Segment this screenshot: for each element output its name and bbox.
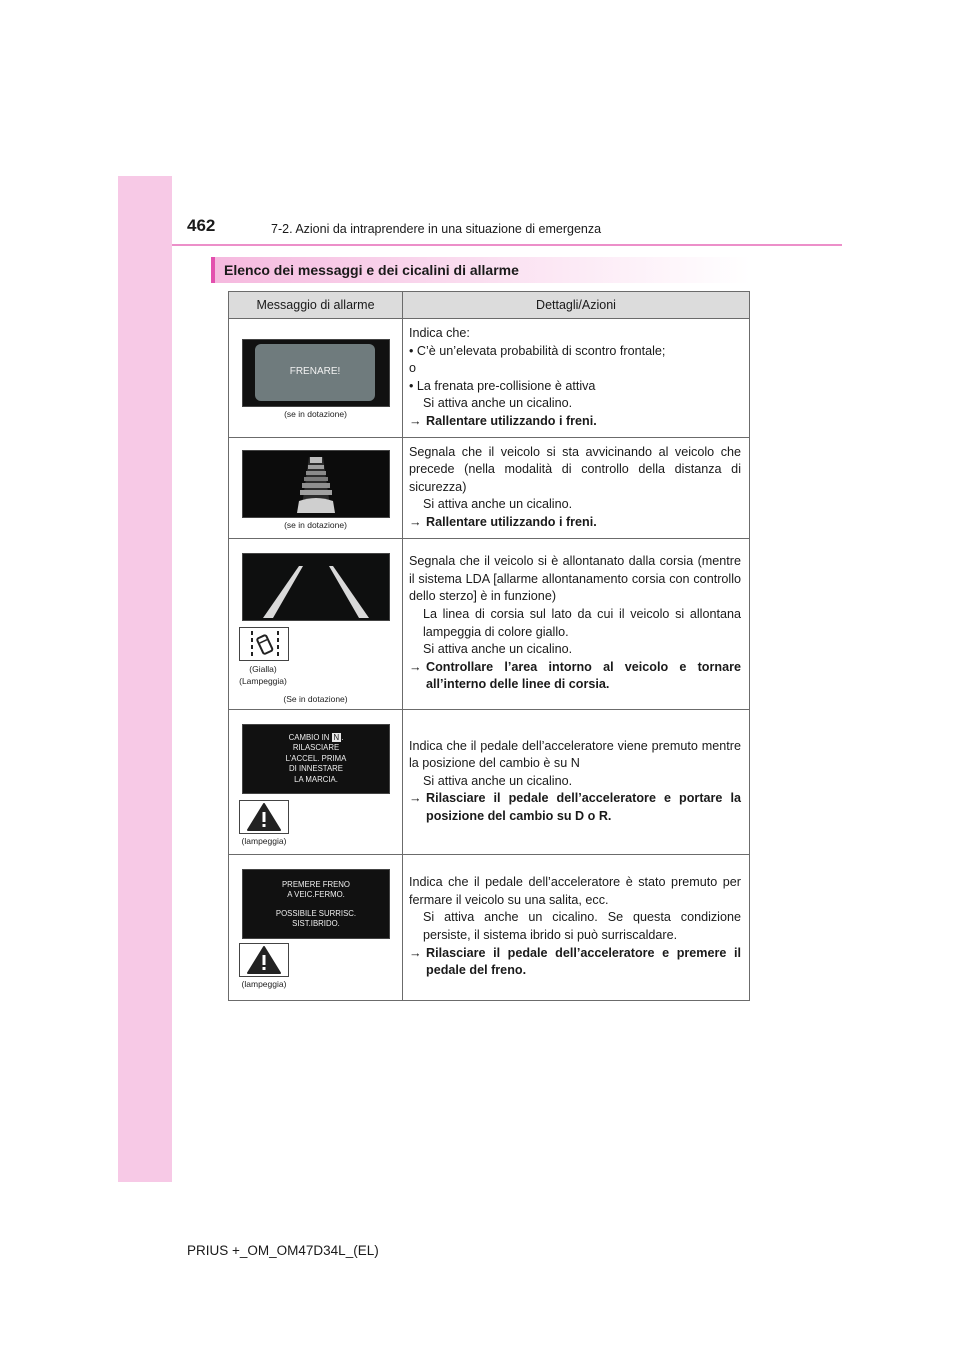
- display-screen-neutral: [242, 724, 390, 794]
- message-cell: [229, 319, 403, 438]
- neutral-screen-text: [243, 733, 389, 786]
- brake-screen-text: [243, 880, 389, 930]
- page-number: 462: [187, 216, 216, 235]
- frenare-panel: [255, 344, 375, 401]
- warning-indicator: [239, 943, 289, 977]
- vehicle-approach-icon: [243, 451, 389, 517]
- header-rule: [172, 244, 842, 246]
- detail-action: [409, 790, 741, 825]
- detail-bullet: • La frenata pre-collisione è attiva: [409, 378, 596, 393]
- action-text: Rallentare utilizzando i freni.: [426, 413, 597, 428]
- detail-action: [409, 413, 741, 431]
- arrow-icon: →: [409, 659, 422, 674]
- detail-action: [409, 514, 741, 532]
- detail-indent: La linea di corsia sul lato da cui il veicolo si allontana lampeggia di colore giallo.: [423, 606, 741, 639]
- details-cell: [403, 854, 750, 1000]
- detail-indent: Si attiva anche un cicalino.: [423, 773, 573, 788]
- section-heading: [211, 257, 750, 283]
- display-screen-brake: [242, 869, 390, 939]
- table-header-row: [229, 292, 750, 319]
- screen-line: PREMERE FRENO: [281, 879, 350, 889]
- details-cell: [403, 437, 750, 538]
- caption: (lampeggia): [241, 835, 287, 846]
- lane-lines-icon: [243, 554, 389, 620]
- warning-triangle-icon: [240, 944, 288, 976]
- screen-line: .: [341, 732, 344, 742]
- warning-indicator: [239, 800, 289, 834]
- display-screen-frenare: [242, 339, 390, 407]
- caption: (lampeggia): [241, 978, 287, 989]
- detail-action: [409, 945, 741, 980]
- message-cell: [229, 538, 403, 709]
- caption-flash: (Lampeggia): [239, 675, 287, 686]
- arrow-icon: →: [409, 791, 422, 806]
- detail-text: Indica che il pedale dell’acceleratore viene premuto mentre la posizione del cambio è su N: [409, 738, 741, 771]
- action-text: Rallentare utilizzando i freni.: [426, 514, 597, 529]
- screen-line: A VEIC.FERMO.: [287, 890, 345, 900]
- action-text: Rilasciare il pedale dell’acceleratore e portare la posizione del cambio su D o R.: [426, 791, 741, 823]
- arrow-icon: →: [409, 514, 422, 529]
- table-row: [229, 437, 750, 538]
- caption-color: (Gialla): [249, 663, 277, 674]
- neutral-badge: N: [333, 732, 340, 742]
- heading-accent: [211, 257, 215, 283]
- detail-text: Segnala che il veicolo si sta avvicinando al veicolo che precede (nella modalità di controllo della distanza di sicurezza): [409, 444, 741, 494]
- arrow-icon: →: [409, 945, 422, 960]
- caption: (se in dotazione): [284, 409, 347, 419]
- table-row: [229, 538, 750, 709]
- details-cell: [403, 538, 750, 709]
- frenare-text: FRENARE!: [289, 366, 341, 377]
- detail-text: Indica che:: [409, 326, 470, 340]
- message-cell: [229, 709, 403, 854]
- caption: (Se in dotazione): [283, 693, 348, 704]
- details-cell: [403, 319, 750, 438]
- screen-line: RILASCIARE: [292, 743, 340, 753]
- table-row: [229, 854, 750, 1000]
- screen-line: POSSIBILE SURRISC.: [275, 908, 357, 918]
- screen-line: L’ACCEL. PRIMA: [285, 753, 347, 763]
- section-title: 7-2. Azioni da intraprendere in una situazione di emergenza: [271, 222, 602, 236]
- action-text: Controllare l’area intorno al veicolo e tornare all’interno delle linee di corsia.: [426, 659, 741, 692]
- display-screen-distance: [242, 450, 390, 518]
- caption: (se in dotazione): [284, 519, 347, 530]
- detail-text: Indica che il pedale dell’acceleratore è stato premuto per fermare il veicolo su una salita, ecc.: [409, 875, 741, 907]
- message-cell: [229, 437, 403, 538]
- header-details: Dettagli/Azioni: [403, 292, 750, 319]
- detail-bullet: • C’è un’elevata probabilità di scontro frontale;: [409, 343, 666, 358]
- display-screen-lane: [242, 553, 390, 621]
- footer-model-code: PRIUS +_OM_OM47D34L_(EL): [187, 1243, 379, 1258]
- detail-indent: Si attiva anche un cicalino.: [423, 642, 573, 657]
- detail-indent: Si attiva anche un cicalino.: [423, 497, 573, 512]
- lane-departure-icon: [240, 628, 288, 660]
- header-message: Messaggio di allarme: [229, 292, 403, 319]
- table-row: [229, 319, 750, 438]
- screen-line: CAMBIO IN: [288, 732, 330, 742]
- detail-action: [409, 659, 741, 694]
- arrow-icon: →: [409, 413, 422, 428]
- action-text: Rilasciare il pedale dell’acceleratore e premere il pedale del freno.: [426, 945, 741, 978]
- detail-indent: Si attiva anche un cicalino. Se questa condizione persiste, il sistema ibrido si può surriscaldare.: [423, 910, 741, 943]
- warning-table: [228, 291, 750, 1001]
- detail-text: o: [409, 361, 417, 376]
- detail-text: Segnala che il veicolo si è allontanato dalla corsia (mentre il sistema LDA [allarme allontanamento corsia con controllo dello sterzo] è in funzione): [409, 554, 741, 604]
- screen-line: LA MARCIA.: [294, 774, 338, 784]
- side-tab-band: [118, 176, 172, 1182]
- heading-text: Elenco dei messaggi e dei cicalini di allarme: [224, 262, 519, 278]
- screen-line: SIST.IBRIDO.: [292, 919, 340, 929]
- table-row: [229, 709, 750, 854]
- details-cell: [403, 709, 750, 854]
- lane-departure-indicator: [239, 627, 289, 661]
- message-cell: [229, 854, 403, 1000]
- screen-line: DI INNESTARE: [288, 764, 343, 774]
- detail-indent: Si attiva anche un cicalino.: [423, 396, 573, 411]
- warning-triangle-icon: [240, 801, 288, 833]
